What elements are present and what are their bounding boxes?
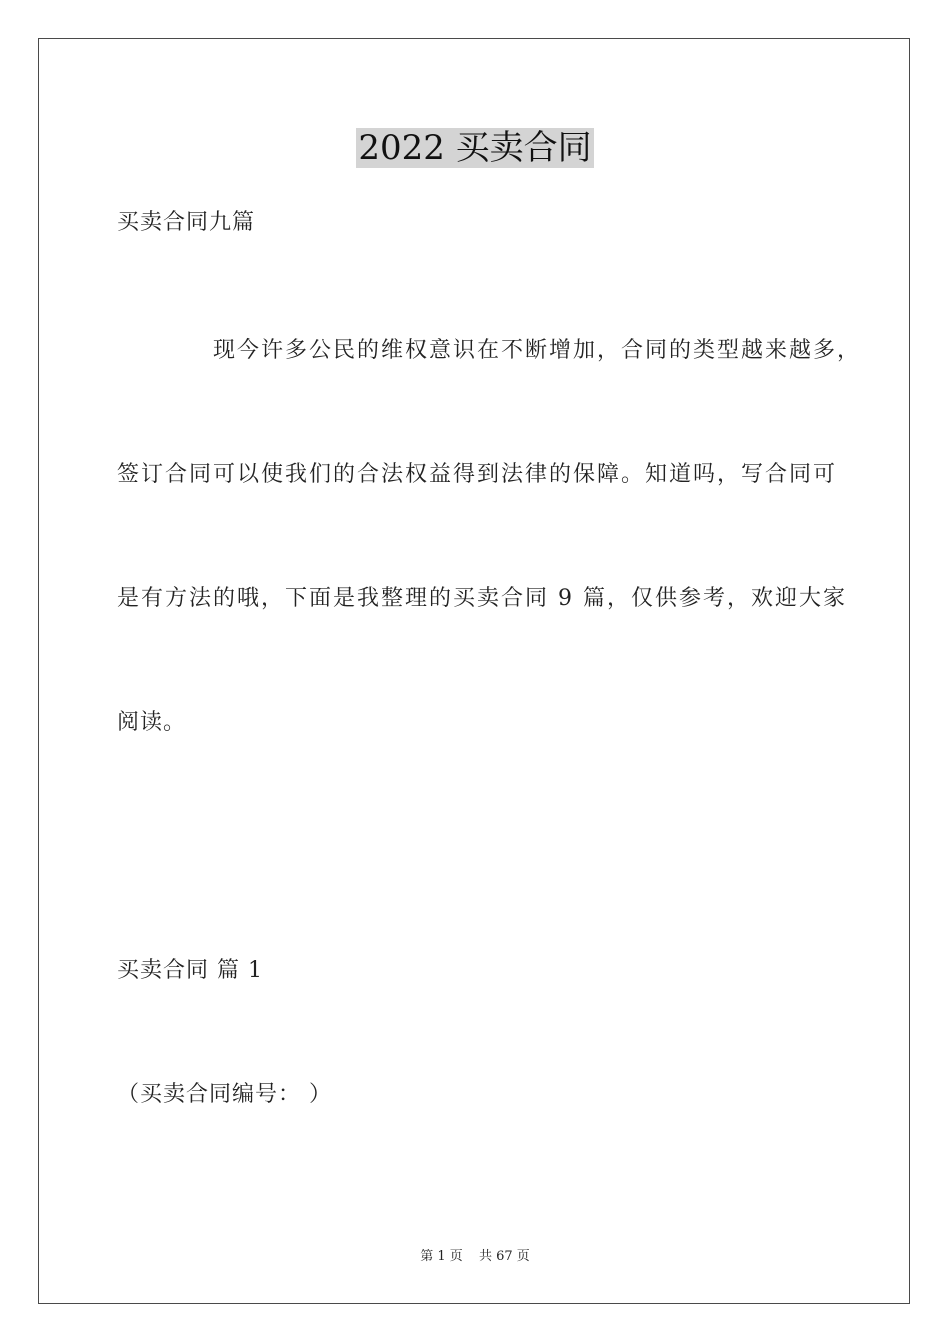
document-subtitle: 买卖合同九篇 (117, 210, 256, 235)
section-heading: 买卖合同 篇 1 (117, 958, 263, 983)
page-total-label: 共 67 页 (478, 1249, 530, 1264)
intro-line-2: 签订合同可以使我们的合法权益得到法律的保障。知道吗，写合同可 (117, 462, 838, 487)
page-current-label: 第 1 页 (420, 1249, 463, 1264)
contract-number-label: （买卖合同编号： ） (117, 1082, 332, 1107)
intro-line-4: 阅读。 (117, 710, 187, 735)
page-footer (0, 1248, 950, 1266)
intro-line-1: 现今许多公民的维权意识在不断增加，合同的类型越来越多， (213, 338, 862, 363)
document-title: 2022 买卖合同 (358, 128, 592, 168)
intro-line-3: 是有方法的哦，下面是我整理的买卖合同 9 篇，仅供参考，欢迎大家 (117, 586, 847, 611)
title-container (0, 128, 950, 168)
